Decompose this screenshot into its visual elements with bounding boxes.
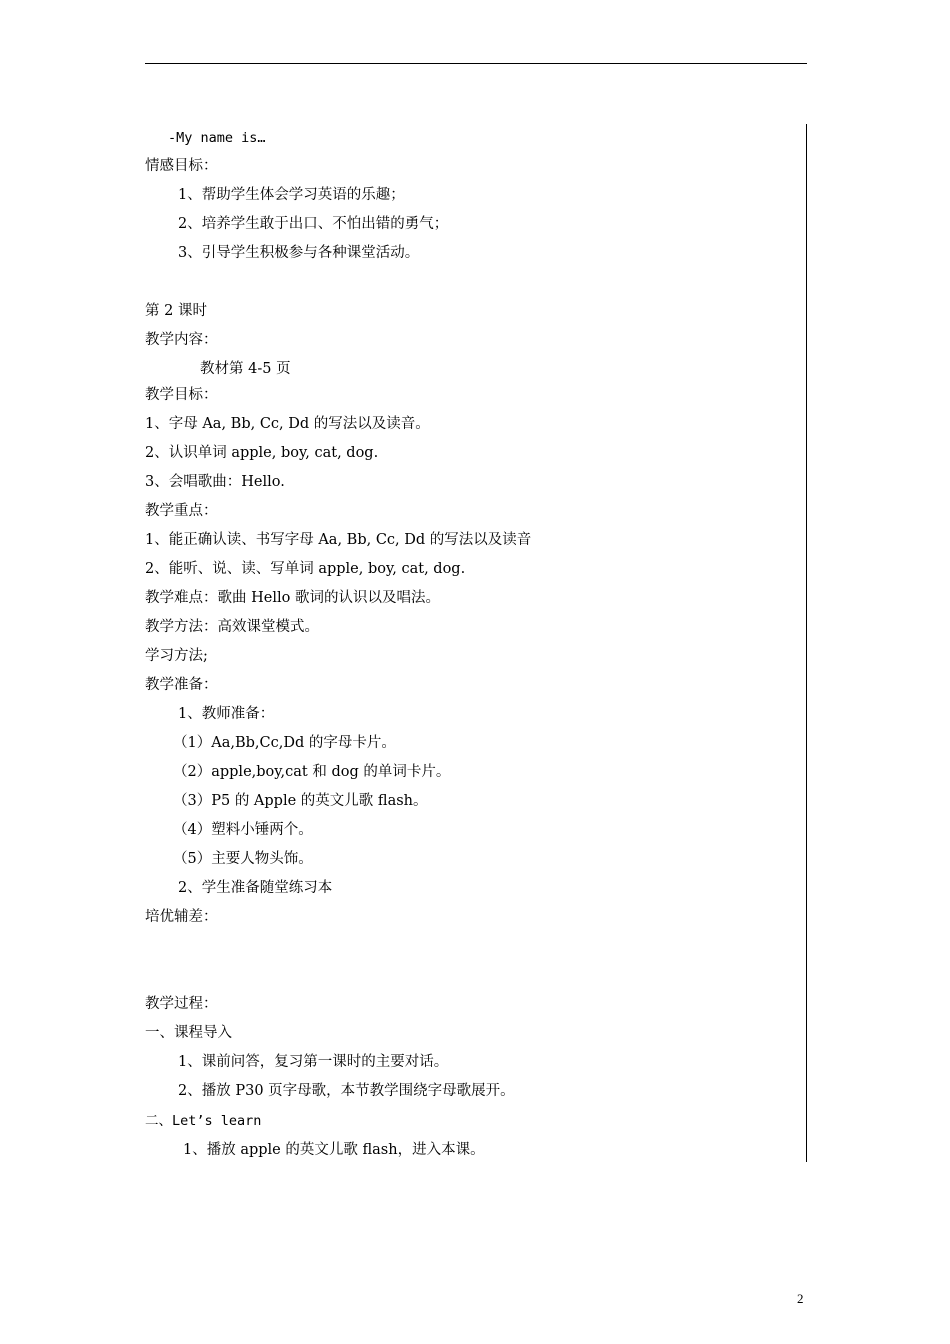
list-item: 3、会唱歌曲：Hello.: [145, 474, 285, 490]
lesson-title: 第 2 课时: [145, 303, 207, 319]
section-heading: 教学重点：: [145, 503, 218, 519]
section-heading: 一、课程导入: [145, 1025, 232, 1041]
page-number: 2: [797, 1291, 804, 1306]
text-line: 教学方法：高效课堂模式。: [145, 619, 319, 635]
text-line: -My name is…: [168, 130, 266, 146]
list-item: （3）P5 的 Apple 的英文儿歌 flash。: [173, 793, 428, 809]
list-item: （2）apple,boy,cat 和 dog 的单词卡片。: [173, 764, 451, 780]
list-item: 2、认识单词 apple, boy, cat, dog.: [145, 445, 379, 461]
text-line: 教学难点：歌曲 Hello 歌词的认识以及唱法。: [145, 590, 440, 606]
section-heading: 情感目标：: [145, 158, 218, 174]
list-item: 1、教师准备：: [178, 706, 275, 722]
text-line: 学习方法;: [145, 648, 208, 664]
list-item: 2、能听、说、读、写单词 apple, boy, cat, dog.: [145, 561, 466, 577]
list-item: 2、培养学生敢于出口、不怕出错的勇气；: [178, 216, 449, 232]
section-heading: 培优辅差：: [145, 909, 218, 925]
header-rule: [145, 63, 807, 64]
list-item: 1、播放 apple 的英文儿歌 flash，进入本课。: [183, 1142, 485, 1158]
margin-rule: [806, 124, 807, 1162]
list-item: 1、帮助学生体会学习英语的乐趣；: [178, 187, 405, 203]
list-item: 1、能正确认读、书写字母 Aa, Bb, Cc, Dd 的写法以及读音: [145, 532, 532, 548]
list-item: （1）Aa,Bb,Cc,Dd 的字母卡片。: [173, 735, 396, 751]
section-heading: 教学过程：: [145, 996, 218, 1012]
list-item: （4）塑料小锤两个。: [173, 822, 313, 838]
list-item: 2、播放 P30 页字母歌，本节教学围绕字母歌展开。: [178, 1083, 515, 1099]
section-heading: 教学内容：: [145, 332, 218, 348]
section-heading: 教学目标：: [145, 387, 218, 403]
section-heading: 二、Let’s learn: [145, 1113, 262, 1129]
list-item: （5）主要人物头饰。: [173, 851, 313, 867]
section-heading: 教学准备：: [145, 677, 218, 693]
list-item: 2、学生准备随堂练习本: [178, 880, 333, 896]
list-item: 1、字母 Aa, Bb, Cc, Dd 的写法以及读音。: [145, 416, 430, 432]
list-item: 3、引导学生积极参与各种课堂活动。: [178, 245, 420, 261]
text-line: 教材第 4-5 页: [200, 361, 291, 377]
list-item: 1、课前问答，复习第一课时的主要对话。: [178, 1054, 449, 1070]
